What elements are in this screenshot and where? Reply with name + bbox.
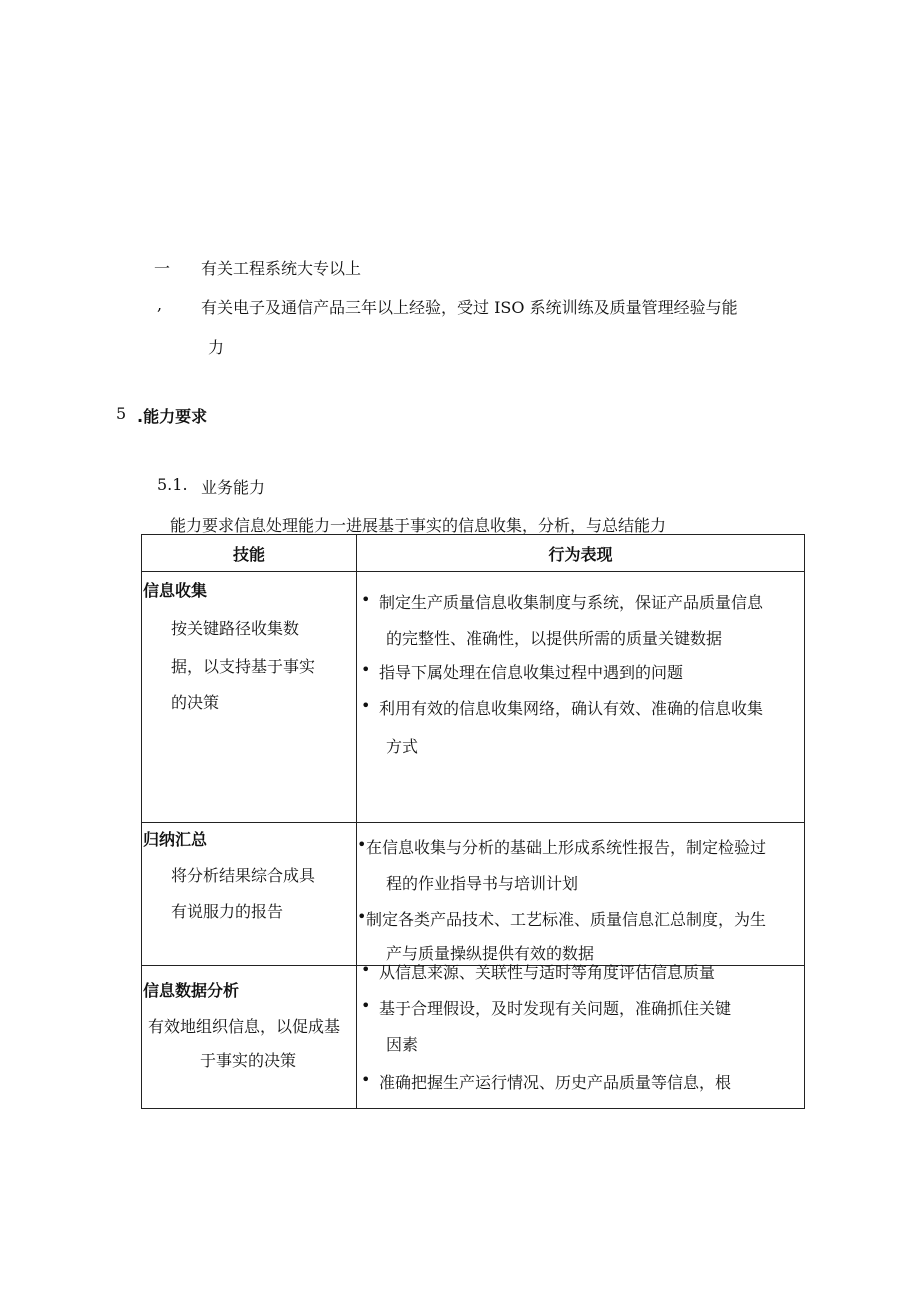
- behavior-line: 从信息来源、关联性与适时等角度评估信息质量: [379, 963, 716, 982]
- list-marker-2: ,: [157, 295, 163, 314]
- bullet-icon: •: [361, 660, 371, 679]
- bullet-icon: •: [361, 696, 371, 715]
- subsection-number: 5.1.: [157, 475, 188, 494]
- skill-desc-line: 有效地组织信息，以促成基: [148, 1017, 341, 1036]
- skill-desc-line: 于事实的决策: [200, 1051, 297, 1070]
- requirement-education: 有关工程系统大专以上: [201, 259, 362, 278]
- behavior-cell: [357, 960, 805, 1109]
- behavior-line: 准确把握生产运行情况、历史产品质量等信息，根: [379, 1073, 732, 1092]
- behavior-cell: [357, 823, 805, 966]
- behavior-line: 方式: [386, 737, 419, 756]
- skill-name: 归纳汇总: [143, 830, 208, 849]
- bullet-icon: •: [361, 590, 371, 609]
- skill-cell: [142, 966, 357, 1109]
- behavior-line: 指导下属处理在信息收集过程中遇到的问题: [379, 663, 684, 682]
- skill-cell: [142, 572, 357, 823]
- skill-name: 信息数据分析: [143, 981, 240, 1000]
- header-skill: 技能: [142, 535, 357, 572]
- behavior-line: 产与质量操纵提供有效的数据: [386, 944, 595, 963]
- behavior-line: 制定各类产品技术、工艺标准、质量信息汇总制度，为生: [366, 910, 767, 929]
- behavior-line: 因素: [386, 1035, 419, 1054]
- bullet-icon: •: [361, 960, 371, 979]
- table-row: [142, 966, 805, 1109]
- behavior-line: 在信息收集与分析的基础上形成系统性报告，制定检验过: [366, 838, 767, 857]
- behavior-line: 制定生产质量信息收集制度与系统，保证产品质量信息: [379, 593, 764, 612]
- behavior-line: 的完整性、准确性，以提供所需的质量关键数据: [386, 629, 723, 648]
- bullet-icon: •: [361, 1070, 371, 1089]
- behavior-line: 程的作业指导书与培训计划: [386, 874, 579, 893]
- section-title: .能力要求: [137, 407, 208, 426]
- skill-name: 信息收集: [143, 581, 208, 600]
- bullet-icon: •: [357, 835, 367, 854]
- subsection-title: 业务能力: [201, 478, 266, 497]
- bullet-icon: •: [357, 907, 367, 926]
- table-intro: 能力要求信息处理能力一进展基于事实的信息收集，分析，与总结能力: [170, 516, 667, 535]
- table-row: [142, 823, 805, 966]
- table-header-row: [142, 535, 805, 572]
- section-number: 5: [116, 404, 127, 423]
- requirement-experience: 有关电子及通信产品三年以上经验，受过 ISO 系统训练及质量管理经验与能: [201, 298, 738, 317]
- behavior-cell: [357, 572, 805, 823]
- table-row: [142, 572, 805, 823]
- skills-table: [141, 534, 805, 1109]
- requirement-experience-cont: 力: [208, 338, 225, 357]
- behavior-line: 利用有效的信息收集网络，确认有效、准确的信息收集: [379, 699, 764, 718]
- behavior-line: 基于合理假设，及时发现有关问题，准确抓住关键: [379, 999, 732, 1018]
- skill-desc-line: 的决策: [171, 693, 220, 712]
- bullet-icon: •: [361, 996, 371, 1015]
- list-marker-1: 一: [154, 259, 171, 278]
- skill-cell: [142, 823, 357, 966]
- skill-desc-line: 有说服力的报告: [171, 902, 284, 921]
- skill-desc-line: 将分析结果综合成具: [171, 866, 316, 885]
- header-behavior: 行为表现: [357, 535, 805, 572]
- skill-desc-line: 按关键路径收集数: [171, 619, 300, 638]
- skill-desc-line: 据，以支持基于事实: [171, 657, 316, 676]
